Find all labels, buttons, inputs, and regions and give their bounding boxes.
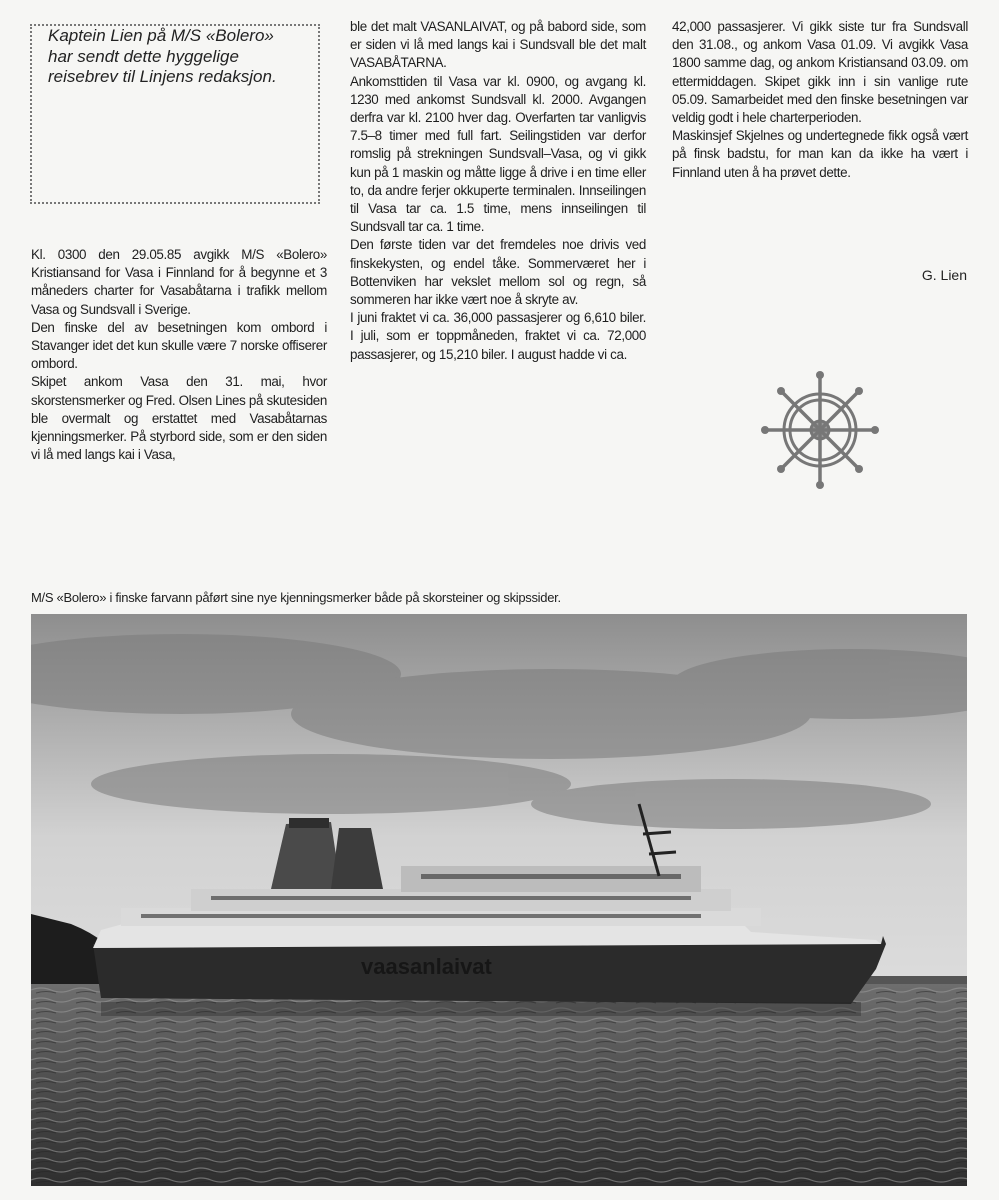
ship-wheel-icon (760, 370, 880, 490)
paragraph: 42,000 passasjerer. Vi gikk siste tur fra Sundsvall den 31.08., og ankom Vasa 01.09. Vi avgikk Vasa 1800 samme dag, og ankom Kristiansand 03.09. om ettermiddagen. Skipet gikk inn i sin vanlige rute 05.09. Samarbeidet med den finske besetningen var veldig godt i hele charterperioden. (672, 19, 968, 126)
article-column-1 (31, 246, 327, 464)
article-column-2 (350, 18, 646, 364)
paragraph: Den første tiden var det fremdeles noe drivis ved finskekysten, og endel tåke. Sommerværet her i Bottenviken har vekslet mellom sol og regn, så sommeren har ikke vært noe å skryte av. (350, 237, 646, 308)
paragraph: Ankomsttiden til Vasa var kl. 0900, og avgang kl. 1230 med ankomst Sundsvall kl. 2000. Avgangen derfra var kl. 2100 hver dag. Overfarten tar vanligvis 7.5–8 timer med full fart. Seilingstiden var derfor romslig på strekningen Sundsvall–Vasa, og vi gikk kun på 1 maskin og måtte ligge å drive i en time eller to, da andre ferjer okkuperte terminalen. Innseilingen til Vasa tar ca. 1.5 time, mens innseilingen til Sundsvall tar ca. 1 time. (350, 73, 646, 235)
photo-caption: M/S «Bolero» i finske farvann påført sine nye kjenningsmerker både på skorsteiner og skipssider. (31, 590, 561, 605)
paragraph: Kl. 0300 den 29.05.85 avgikk M/S «Bolero» Kristiansand for Vasa i Finnland for å begynne et 3 måneders charter for Vasabåtarna i trafikk mellom Vasa og Sundsvall i Sverige. (31, 247, 327, 317)
hull-lettering: vaasanlaivat (361, 954, 492, 979)
article-column-3 (672, 18, 968, 182)
ship-photo (31, 614, 967, 1186)
paragraph: Maskinsjef Skjelnes og undertegnede fikk også vært på finsk badstu, for man kan da ikke ha vært i Finnland uten å ha prøvet dette. (672, 128, 968, 180)
paragraph: ble det malt VASANLAIVAT, og på babord side, som er siden vi lå med langs kai i Sundsvall ble det malt VASABÅTARNA. (350, 19, 646, 71)
paragraph: Skipet ankom Vasa den 31. mai, hvor skorstensmerker og Fred. Olsen Lines på skutesiden ble overmalt og erstattet med Vasabåtarnas kjenningsmerker. På styrbord side, som er den siden vi lå med langs kai i Vasa, (31, 374, 327, 463)
paragraph: Den finske del av besetningen kom ombord i Stavanger idet det kun skulle være 7 norske offiserer ombord. (31, 319, 327, 372)
author-signature: G. Lien (921, 267, 967, 283)
intro-text: Kaptein Lien på M/S «Bolero» har sendt dette hyggelige reisebrev til Linjens redaksjon. (48, 26, 277, 86)
paragraph: I juni fraktet vi ca. 36,000 passasjerer og 6,610 biler. I juli, som er toppmåneden, fraktet vi ca. 72,000 passasjerer, og 15,210 biler. I august hadde vi ca. (350, 310, 646, 362)
